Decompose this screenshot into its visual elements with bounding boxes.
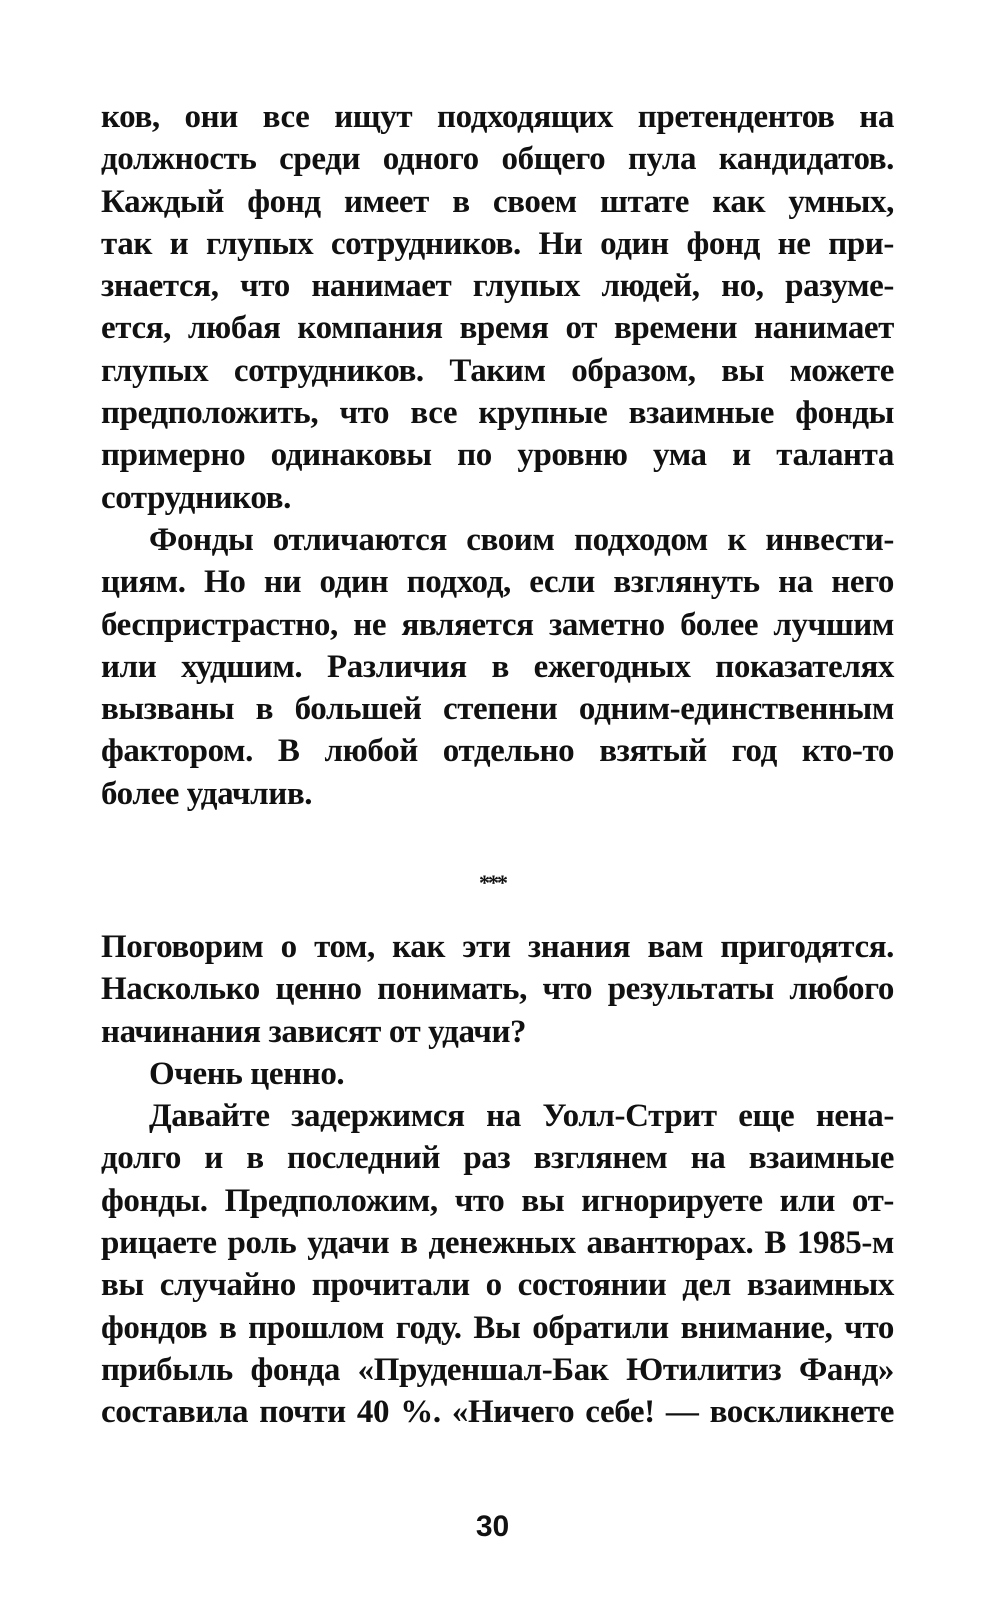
paragraph-4 xyxy=(101,1053,894,1095)
text-line: или худшим. Различия в ежегодных показателях xyxy=(101,648,894,685)
text-line: Очень ценно. xyxy=(149,1055,345,1092)
text-line: ков, они все ищут подходящих претендентов на xyxy=(101,99,894,135)
text-line: так и глупых сотрудников. Ни один фонд не при- xyxy=(101,225,894,262)
paragraph-5 xyxy=(101,1095,894,1433)
paragraph-3 xyxy=(101,926,894,1053)
text-line: более удачлив. xyxy=(101,775,313,812)
text-line: сотрудников. xyxy=(101,479,291,516)
text-line: беспристрастно, не является заметно более лучшим xyxy=(101,606,894,643)
text-line: Каждый фонд имеет в своем штате как умных, xyxy=(101,183,894,220)
text-line: знается, что нанимает глупых людей, но, разуме- xyxy=(101,268,894,305)
page-number: 30 xyxy=(475,1510,510,1543)
text-line: долго и в последний раз взглянем на взаимные xyxy=(101,1140,894,1177)
text-line: вызваны в большей степени одним-единственным xyxy=(101,691,894,728)
text-line: Поговорим о том, как эти знания вам пригодятся. xyxy=(101,929,894,965)
text-line: вы случайно прочитали о состоянии дел взаимных xyxy=(101,1267,894,1304)
text-line: прибыль фонда «Пруденшал-Бак Ютилитиз Фанд» xyxy=(101,1351,894,1388)
text-line: составила почти 40 %. «Ничего себе! — воскликнете xyxy=(101,1394,894,1431)
text-line: начинания зависят от удачи? xyxy=(101,1013,527,1050)
text-line: Давайте задержимся на Уолл-Стрит еще нена- xyxy=(149,1098,894,1135)
text-block-bottom xyxy=(101,926,894,1434)
text-line: предположить, что все крупные взаимные фонды xyxy=(101,395,894,432)
text-line: рицаете роль удачи в денежных авантюрах. В 1985-м xyxy=(101,1225,894,1262)
text-line: должность среди одного общего пула кандидатов. xyxy=(101,141,894,178)
text-line: циям. Но ни один подход, если взглянуть на него xyxy=(101,564,894,601)
text-block-top xyxy=(101,96,894,815)
paragraph-2 xyxy=(101,519,894,815)
text-line: ется, любая компания время от времени нанимает xyxy=(101,310,894,347)
section-separator: *** xyxy=(479,870,506,895)
text-line: примерно одинаковы по уровню ума и таланта xyxy=(101,437,894,474)
paragraph-1 xyxy=(101,96,894,519)
text-line: фондов в прошлом году. Вы обратили внимание, что xyxy=(101,1309,894,1346)
text-line: глупых сотрудников. Таким образом, вы можете xyxy=(101,352,894,389)
text-line: фактором. В любой отдельно взятый год кто-то xyxy=(101,733,894,770)
text-line: Насколько ценно понимать, что результаты любого xyxy=(101,971,894,1008)
text-line: фонды. Предположим, что вы игнорируете или от- xyxy=(101,1182,894,1219)
text-line: Фонды отличаются своим подходом к инвести- xyxy=(149,521,894,558)
